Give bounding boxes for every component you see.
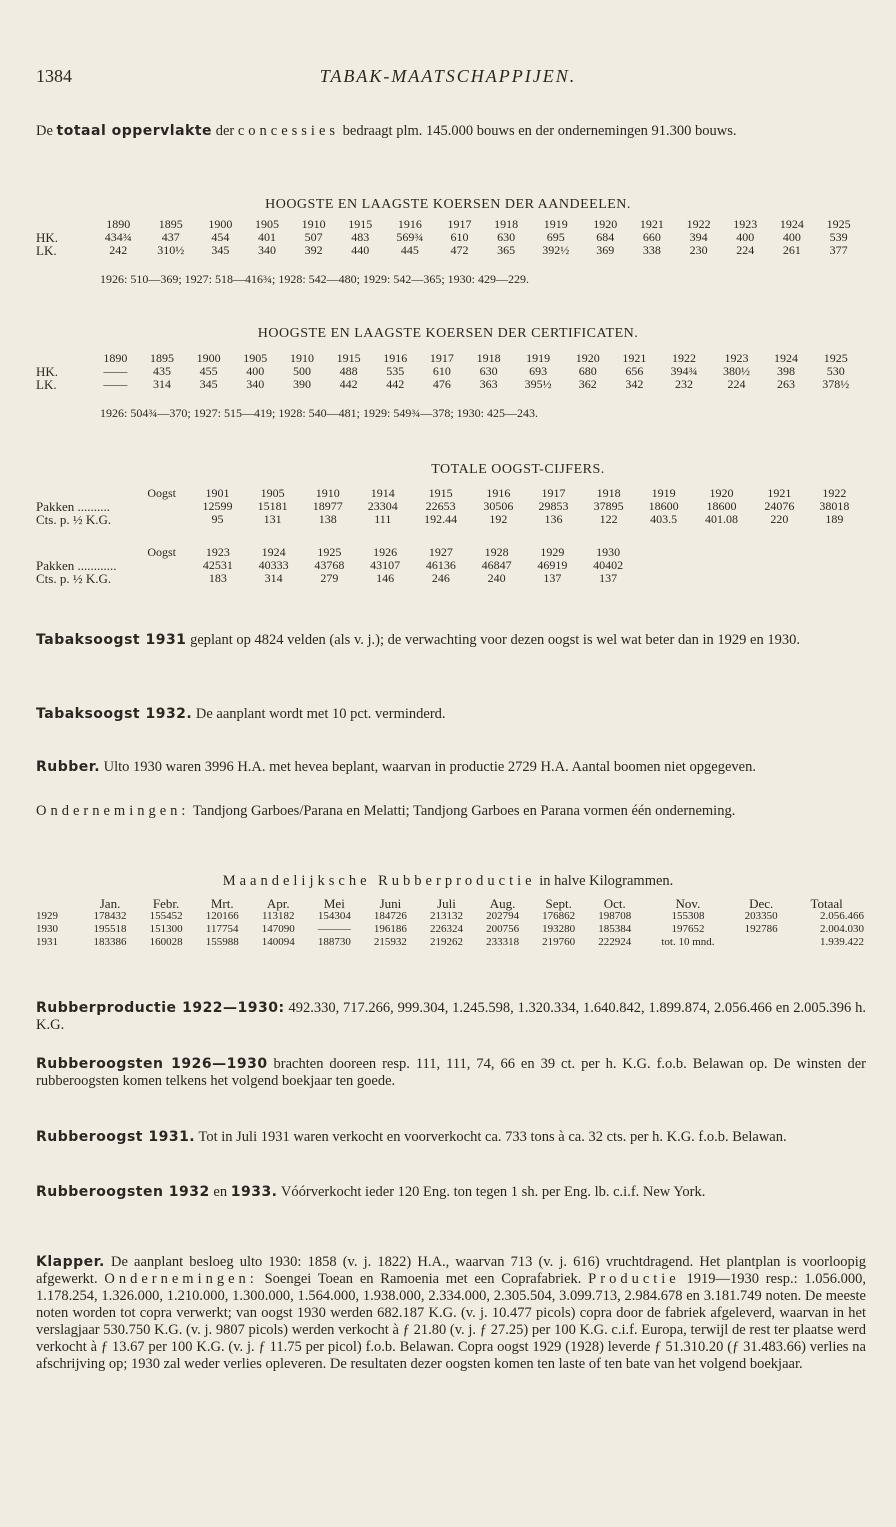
rubberoogsten-1932-text: Vóórverkocht ieder 120 Eng. ton tegen 1 sh. per Eng. lb. c.i.f. New York. [280, 1184, 706, 1200]
year-header: 1905 [260, 486, 285, 500]
year-header: 1924 [779, 217, 804, 231]
value-cell: 395½ [524, 377, 552, 391]
year-header: 1924 [774, 351, 799, 365]
value-cell: 340 [257, 243, 276, 257]
value-cell: 695 [546, 230, 565, 244]
year-header: 1895 [158, 217, 183, 231]
oogst-table-1 [36, 487, 862, 526]
oogst-block2-row [36, 572, 636, 585]
rubberoogsten-1932-paragraph [36, 1184, 866, 1201]
rubberoogsten-1932-lead: Rubberoogsten 1932 [36, 1184, 210, 1200]
value-cell: 24076 [764, 499, 795, 513]
month-header: Mrt. [210, 896, 234, 911]
value-cell: 630 [497, 230, 516, 244]
rubberproductie-text: 492.330, 717.266, 999.304, 1.245.598, 1.320.334, 1.640.842, 1.899.874, 2.056.466 en 2.005.396 h. K.G. [36, 1000, 866, 1033]
value-cell: 95 [211, 512, 224, 526]
year-header: 1920 [709, 486, 734, 500]
year-header: 1916 [397, 217, 422, 231]
value-cell: 23304 [367, 499, 398, 513]
year-header: 1900 [208, 217, 233, 231]
year-header: 1890 [103, 351, 128, 365]
rubberoogsten-1932-mid: en [213, 1184, 228, 1200]
maand-title-spaced: Maandelijksche Rubberproductie [222, 873, 536, 889]
month-header: Febr. [152, 896, 180, 911]
row-label: 1930 [36, 923, 58, 935]
value-cell: 483 [351, 230, 370, 244]
value-cell: 46919 [537, 558, 568, 572]
maand-table [36, 897, 864, 949]
value-cell: 488 [339, 364, 358, 378]
value-cell: 261 [782, 243, 801, 257]
year-header: 1927 [428, 545, 453, 559]
maand-row-1929 [36, 910, 864, 923]
value-cell: 656 [625, 364, 644, 378]
year-header: 1925 [823, 351, 848, 365]
value-cell: 365 [497, 243, 516, 257]
value-cell: 455 [199, 364, 218, 378]
klapper-spaced-1: Ondernemingen: [104, 1271, 258, 1287]
year-header: 1915 [428, 486, 453, 500]
value-cell: 401.08 [704, 512, 738, 526]
value-cell: 630 [479, 364, 498, 378]
value-cell: 18600 [706, 499, 737, 513]
tabaksoogst-1932-text: De aanplant wordt met 10 pct. verminderd. [195, 706, 446, 722]
value-cell: 400 [246, 364, 265, 378]
certificaten-note: 1926: 504¾—370; 1927: 515—419; 1928: 540—481; 1929: 549¾—378; 1930: 425—243. [100, 406, 539, 420]
month-header: Totaal [810, 896, 843, 911]
value-cell: 185384 [598, 923, 632, 935]
value-cell: 394 [689, 230, 708, 244]
year-header: 1928 [484, 545, 509, 559]
value-cell: 472 [450, 243, 469, 257]
intro-mid: der [215, 123, 235, 139]
year-header: 1916 [383, 351, 408, 365]
row-label: Pakken ............ [36, 558, 117, 573]
rubberoogsten-1926-text: brachten dooreen resp. 111, 111, 74, 66 en 39 ct. per h. K.G. f.o.b. Belawan op. De winsten der rubberoogsten komen telkens het volgend boekjaar ten goede. [36, 1056, 866, 1089]
value-cell: 193280 [542, 923, 576, 935]
value-cell: 40333 [258, 558, 289, 572]
rubberoogsten-1926-lead: Rubberoogsten 1926—1930 [36, 1056, 268, 1072]
value-cell: 500 [292, 364, 311, 378]
value-cell: 30506 [483, 499, 514, 513]
year-header: 1929 [540, 545, 565, 559]
value-cell: 403.5 [650, 512, 678, 526]
row-label: 1931 [36, 936, 58, 948]
rubberoogsten-1926-paragraph [36, 1056, 866, 1090]
year-header: 1919 [543, 217, 568, 231]
page-number: 1384 [36, 66, 72, 86]
value-cell: —— [103, 364, 128, 378]
value-cell: 392 [304, 243, 323, 257]
value-cell: 197652 [671, 923, 705, 935]
value-cell: —— [103, 377, 128, 391]
year-header: 1914 [370, 486, 395, 500]
value-cell: 693 [529, 364, 548, 378]
value-cell: 176862 [542, 910, 576, 922]
value-cell: 213132 [430, 910, 463, 922]
value-cell: 220 [770, 512, 789, 526]
year-header: 1917 [541, 486, 566, 500]
value-cell: 189 [825, 512, 844, 526]
year-header: 1915 [336, 351, 361, 365]
year-header: 1923 [724, 351, 749, 365]
value-cell: 192 [489, 512, 508, 526]
value-cell: 380½ [722, 364, 750, 378]
year-header: 1905 [254, 217, 279, 231]
value-cell: 232 [674, 377, 693, 391]
value-cell: 137 [543, 571, 562, 585]
maand-row-1930 [36, 923, 864, 936]
value-cell: 394¾ [670, 364, 698, 378]
year-header: 1890 [106, 217, 131, 231]
intro-spaced: concessies [237, 123, 340, 139]
row-label: Pakken .......... [36, 499, 111, 514]
value-cell: 202794 [486, 910, 520, 922]
value-cell: 12599 [202, 499, 233, 513]
value-cell: 440 [351, 243, 370, 257]
maand-row-1931 [36, 936, 864, 949]
value-cell: 111 [374, 512, 392, 526]
value-cell: 338 [642, 243, 661, 257]
tabaksoogst-1932 [36, 706, 866, 723]
value-cell: 400 [782, 230, 801, 244]
rubberoogsten-1932-lead2: 1933. [230, 1184, 278, 1200]
klapper-spaced-2: Productie [588, 1271, 680, 1287]
value-cell: 192.44 [424, 512, 458, 526]
value-cell: 136 [544, 512, 563, 526]
intro-bold: totaal oppervlakte [56, 123, 213, 139]
rubberoogst-1931-paragraph [36, 1129, 866, 1146]
value-cell: 442 [386, 377, 405, 391]
year-header: 1919 [526, 351, 551, 365]
value-cell: 178432 [93, 910, 127, 922]
value-cell: tot. 10 mnd. [661, 936, 715, 948]
value-cell: 340 [246, 377, 265, 391]
year-header: 1910 [289, 351, 314, 365]
value-cell: 314 [152, 377, 171, 391]
value-cell: 454 [211, 230, 230, 244]
year-header: 1905 [243, 351, 268, 365]
year-header: 1919 [651, 486, 676, 500]
value-cell [733, 936, 789, 949]
value-cell: 224 [736, 243, 755, 257]
month-header: Oct. [603, 896, 626, 911]
value-cell: 183 [208, 571, 227, 585]
oogst-label: Oogst [147, 545, 176, 559]
year-header: 1917 [447, 217, 472, 231]
value-cell: 390 [292, 377, 311, 391]
value-cell: 314 [264, 571, 283, 585]
tabaksoogst-1931-lead: Tabaksoogst 1931 [36, 632, 187, 648]
year-header: 1918 [476, 351, 501, 365]
rubber-text: Ulto 1930 waren 3996 H.A. met hevea beplant, waarvan in productie 2729 H.A. Aantal boomen niet opgegeven. [103, 759, 756, 775]
tabaksoogst-1931 [36, 632, 866, 649]
value-cell: 215932 [373, 936, 407, 948]
value-cell: 18600 [648, 499, 679, 513]
value-cell: 535 [386, 364, 405, 378]
year-header: 1920 [593, 217, 618, 231]
aandeelen-note: 1926: 510—369; 1927: 518—416¾; 1928: 542—480; 1929: 542—365; 1930: 429—229. [100, 272, 530, 286]
value-cell: 233318 [486, 936, 520, 948]
value-cell: 610 [450, 230, 469, 244]
klapper-text-3: 1919—1930 resp.: 1.056.000, 1.178.254, 1.326.000, 1.210.000, 1.300.000, 1.564.000, 1.938.000, 2.334.000, 2.305.504, 3.099.713, 2.984.678 en 3.181.749 noten. De meeste noten worden tot copra verwerkt; van oogst 1930 werden 682.187 K.G. (v. j. 10.477 picols) copra door de fabriek afgeleverd, waarvan in het verslagjaar 530.750 K.G. (v. j. 9807 picols) werden verkocht à ƒ 21.80 (v. j. ƒ 27.25) per 100 K.G. c.i.f. Europa, terwijl de rest ter plaatse werd verkocht à ƒ 13.67 per 100 K.G. (v. j. ƒ 11.75 per picol) f.o.b. Belawan. Copra oogst 1929 (1928) leverde ƒ 51.310.20 (ƒ 31.483.66) verlies na afschrijving op; 1930 zal weder verlies opleveren. De resultaten dezer oogsten komen ten laste of ten bate van het volgend boekjaar. [36, 1271, 867, 1372]
year-header: 1921 [767, 486, 792, 500]
value-cell: 226324 [430, 923, 463, 935]
value-cell: 122 [599, 512, 618, 526]
value-cell: 392½ [542, 243, 570, 257]
year-header: 1924 [261, 545, 286, 559]
klapper-paragraph [36, 1254, 866, 1373]
year-header: 1915 [348, 217, 373, 231]
certificaten-table [36, 352, 862, 391]
row-label: LK. [36, 377, 57, 392]
value-cell: 437 [161, 230, 180, 244]
klapper-text-2: Soengei Toean en Ramoenia met een Coprafabriek. [264, 1271, 582, 1287]
value-cell: 263 [777, 377, 796, 391]
value-cell: 183386 [93, 936, 127, 948]
klapper-lead: Klapper. [36, 1254, 105, 1270]
value-cell: 680 [578, 364, 597, 378]
value-cell: 43768 [314, 558, 345, 572]
aandeelen-row-lk [36, 244, 862, 257]
value-cell: 18977 [312, 499, 343, 513]
year-header: 1901 [205, 486, 230, 500]
oogst-label: Oogst [147, 486, 176, 500]
value-cell: 610 [432, 364, 451, 378]
month-header: Sept. [545, 896, 572, 911]
value-cell: 230 [689, 243, 708, 257]
row-label: 1929 [36, 910, 58, 922]
value-cell: 46847 [481, 558, 512, 572]
ondernemingen-text: Tandjong Garboes/Parana en Melatti; Tandjong Garboes en Parana vormen één onderneming. [192, 803, 736, 819]
value-cell: 137 [599, 571, 618, 585]
value-cell: 113182 [261, 910, 295, 922]
tabaksoogst-1932-lead: Tabaksoogst 1932. [36, 706, 193, 722]
aandeelen-table [36, 218, 862, 257]
value-cell: 2.056.466 [820, 910, 864, 922]
year-header: 1925 [317, 545, 342, 559]
row-label: Cts. p. ½ K.G. [36, 571, 112, 586]
month-header: Apr. [266, 896, 290, 911]
year-header: 1922 [822, 486, 847, 500]
value-cell: 222924 [598, 936, 632, 948]
value-cell: 46136 [425, 558, 456, 572]
certificaten-title: HOOGSTE EN LAAGSTE KOERSEN DER CERTIFICATEN. [257, 326, 639, 341]
running-title: TABAK-MAATSCHAPPIJEN. [319, 66, 577, 86]
value-cell: 203350 [744, 910, 778, 922]
year-header: 1923 [733, 217, 758, 231]
month-header: Nov. [675, 896, 701, 911]
value-cell: 400 [736, 230, 755, 244]
rubberproductie-lead: Rubberproductie 1922—1930: [36, 1000, 285, 1016]
value-cell: 445 [400, 243, 419, 257]
value-cell: 120166 [205, 910, 239, 922]
value-cell: 242 [109, 243, 128, 257]
value-cell: 569¾ [396, 230, 424, 244]
year-header: 1923 [205, 545, 230, 559]
value-cell: 38018 [819, 499, 850, 513]
value-cell: 1.939.422 [820, 936, 864, 948]
year-header: 1910 [301, 217, 326, 231]
row-label: Cts. p. ½ K.G. [36, 512, 112, 527]
running-header [36, 66, 860, 90]
intro-rest: bedraagt plm. 145.000 bouws en der ondernemingen 91.300 bouws. [342, 123, 737, 139]
value-cell: 155308 [671, 910, 705, 922]
value-cell: 138 [318, 512, 337, 526]
year-header: 1922 [671, 351, 696, 365]
year-header: 1918 [494, 217, 519, 231]
value-cell: 442 [339, 377, 358, 391]
year-header: 1917 [429, 351, 454, 365]
blank-cell [36, 897, 82, 910]
year-header: 1921 [622, 351, 647, 365]
value-cell: 200756 [486, 923, 520, 935]
value-cell: 2.004.030 [820, 923, 864, 935]
maand-header [36, 897, 864, 910]
value-cell: 434¾ [104, 230, 132, 244]
value-cell: 369 [596, 243, 615, 257]
value-cell: 530 [826, 364, 845, 378]
value-cell: 435 [152, 364, 171, 378]
value-cell: 155988 [205, 936, 239, 948]
value-cell: 198708 [598, 910, 632, 922]
value-cell: 154304 [317, 910, 351, 922]
value-cell: 15181 [257, 499, 288, 513]
row-label: HK. [36, 364, 59, 379]
value-cell: 378½ [822, 377, 850, 391]
ondernemingen-paragraph [36, 803, 866, 820]
rubberoogst-1931-text: Tot in Juli 1931 waren verkocht en voorverkocht ca. 733 tons à ca. 32 cts. per h. K.G. f.o.b. Belawan. [198, 1129, 787, 1145]
maand-title [0, 873, 896, 890]
value-cell: 196186 [373, 923, 407, 935]
value-cell: 279 [320, 571, 339, 585]
value-cell: 188730 [317, 936, 351, 948]
value-cell: 363 [479, 377, 498, 391]
value-cell: 219760 [542, 936, 576, 948]
value-cell: 42531 [202, 558, 233, 572]
rubber-paragraph [36, 759, 866, 776]
value-cell: 342 [625, 377, 644, 391]
year-header: 1918 [596, 486, 621, 500]
value-cell: 37895 [593, 499, 624, 513]
year-header: 1922 [686, 217, 711, 231]
value-cell: 401 [257, 230, 276, 244]
year-header: 1900 [196, 351, 221, 365]
value-cell: ——— [317, 923, 351, 935]
tabaksoogst-1931-text: geplant op 4824 velden (als v. j.); de verwachting voor dezen oogst is wel wat beter dan in 1929 en 1930. [190, 632, 800, 648]
value-cell: 246 [431, 571, 450, 585]
value-cell: 377 [829, 243, 848, 257]
month-header: Dec. [749, 896, 774, 911]
value-cell: 660 [642, 230, 661, 244]
value-cell: 476 [432, 377, 451, 391]
value-cell: 140094 [261, 936, 295, 948]
value-cell: 146 [376, 571, 395, 585]
row-label: LK. [36, 243, 57, 258]
value-cell: 29853 [538, 499, 569, 513]
year-header: 1925 [826, 217, 851, 231]
value-cell: 507 [304, 230, 323, 244]
value-cell: 345 [211, 243, 230, 257]
oogst-block1-row [36, 513, 862, 526]
year-header: 1920 [575, 351, 600, 365]
rubber-lead: Rubber. [36, 759, 101, 775]
ondernemingen-lead: Ondernemingen: [36, 803, 190, 819]
aandeelen-title: HOOGSTE EN LAAGSTE KOERSEN DER AANDEELEN. [265, 197, 631, 212]
month-header: Jan. [99, 896, 121, 911]
year-header: 1916 [486, 486, 511, 500]
month-header: Juni [379, 896, 402, 911]
month-header: Mei [323, 896, 345, 911]
value-cell: 155452 [149, 910, 183, 922]
value-cell: 539 [829, 230, 848, 244]
value-cell: 151300 [149, 923, 183, 935]
value-cell: 398 [777, 364, 796, 378]
value-cell: 219262 [430, 936, 463, 948]
value-cell: 240 [487, 571, 506, 585]
value-cell: 310½ [157, 243, 185, 257]
value-cell: 22653 [425, 499, 456, 513]
value-cell: 147090 [261, 923, 295, 935]
year-header: 1910 [315, 486, 340, 500]
value-cell: 195518 [93, 923, 127, 935]
oogst-table-2 [36, 546, 636, 585]
year-header: 1895 [149, 351, 174, 365]
intro-paragraph [36, 123, 866, 140]
value-cell: 684 [596, 230, 615, 244]
rubberoogst-1931-lead: Rubberoogst 1931. [36, 1129, 196, 1145]
certificaten-row-lk [36, 378, 862, 391]
value-cell: 345 [199, 377, 218, 391]
oogst-title: TOTALE OOGST-CIJFERS. [431, 462, 605, 477]
year-header: 1921 [639, 217, 664, 231]
value-cell: 362 [578, 377, 597, 391]
maand-title-rest: in halve Kilogrammen. [539, 873, 674, 889]
value-cell: 117754 [205, 923, 239, 935]
row-label: HK. [36, 230, 59, 245]
value-cell: 184726 [373, 910, 407, 922]
value-cell: 224 [727, 377, 746, 391]
value-cell: 192786 [744, 923, 778, 935]
intro-lead: De [36, 123, 53, 139]
year-header: 1926 [373, 545, 398, 559]
value-cell: 160028 [149, 936, 183, 948]
month-header: Aug. [489, 896, 516, 911]
klapper-text-1: De aanplant besloeg ulto 1930: 1858 (v. j. 1822) H.A., waarvan 713 (v. j. 616) vruchtdragend. Het plantplan is voorloopig afgewerkt. [36, 1254, 866, 1287]
year-header: 1930 [596, 545, 621, 559]
value-cell: 131 [263, 512, 282, 526]
value-cell: 40402 [593, 558, 624, 572]
month-header: Juli [437, 896, 456, 911]
value-cell: 43107 [370, 558, 401, 572]
rubberproductie-paragraph [36, 1000, 866, 1034]
